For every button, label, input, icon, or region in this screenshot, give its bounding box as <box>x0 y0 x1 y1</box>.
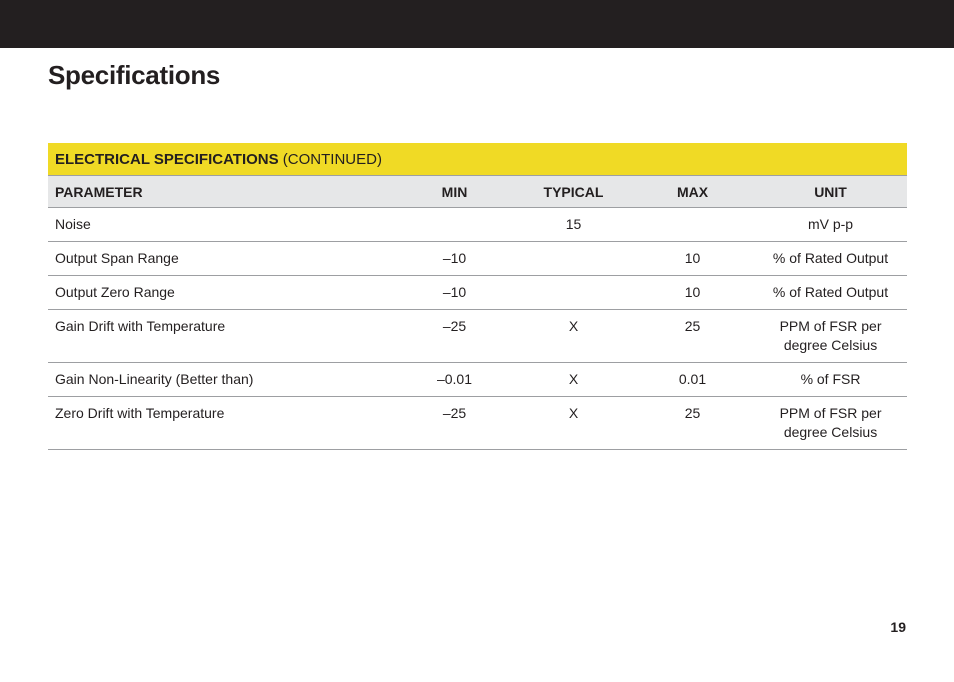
unit-line-1: PPM of FSR per <box>779 318 882 334</box>
table-row <box>48 242 907 276</box>
cell-typical: X <box>516 397 631 450</box>
table-row <box>48 276 907 310</box>
cell-unit <box>754 242 907 276</box>
cell-typical <box>516 242 631 276</box>
section-title-main: ELECTRICAL SPECIFICATIONS <box>55 150 279 168</box>
cell-min <box>393 208 516 242</box>
section-header-row <box>48 143 907 176</box>
unit-line-1: % of Rated Output <box>772 284 889 300</box>
cell-unit <box>754 310 907 363</box>
unit-line-1: PPM of FSR per <box>779 405 882 421</box>
cell-max: 0.01 <box>631 363 754 397</box>
unit-line-2: degree Celsius <box>783 337 878 353</box>
cell-max: 25 <box>631 310 754 363</box>
column-header-row <box>48 176 907 208</box>
cell-typical: 15 <box>516 208 631 242</box>
column-header-unit: UNIT <box>754 176 907 208</box>
column-header-typical: TYPICAL <box>516 176 631 208</box>
cell-max: 10 <box>631 242 754 276</box>
unit-line-1: % of Rated Output <box>772 250 889 266</box>
unit-line-1: % of FSR <box>800 371 861 387</box>
table-row <box>48 208 907 242</box>
cell-min: –25 <box>393 397 516 450</box>
cell-max: 10 <box>631 276 754 310</box>
unit-line-1: mV p-p <box>807 216 854 232</box>
table-row <box>48 310 907 363</box>
unit-line-2: degree Celsius <box>783 424 878 440</box>
cell-min: –10 <box>393 242 516 276</box>
cell-parameter: Gain Drift with Temperature <box>48 310 393 363</box>
electrical-specifications-table <box>48 143 907 450</box>
top-header-bar <box>0 0 954 48</box>
cell-parameter: Gain Non-Linearity (Better than) <box>48 363 393 397</box>
cell-parameter: Noise <box>48 208 393 242</box>
cell-typical: X <box>516 310 631 363</box>
cell-parameter: Zero Drift with Temperature <box>48 397 393 450</box>
column-header-parameter: PARAMETER <box>48 176 393 208</box>
page-title: Specifications <box>48 60 221 90</box>
column-header-min: MIN <box>393 176 516 208</box>
section-title <box>48 143 907 176</box>
cell-typical <box>516 276 631 310</box>
cell-max <box>631 208 754 242</box>
cell-typical: X <box>516 363 631 397</box>
table-row <box>48 363 907 397</box>
cell-unit <box>754 363 907 397</box>
table-row <box>48 397 907 450</box>
cell-unit <box>754 208 907 242</box>
cell-parameter: Output Zero Range <box>48 276 393 310</box>
cell-min: –10 <box>393 276 516 310</box>
cell-min: –25 <box>393 310 516 363</box>
cell-unit <box>754 397 907 450</box>
page-number: 19 <box>890 619 906 635</box>
cell-unit <box>754 276 907 310</box>
cell-max: 25 <box>631 397 754 450</box>
section-title-suffix: (CONTINUED) <box>278 150 382 168</box>
cell-min: –0.01 <box>393 363 516 397</box>
column-header-max: MAX <box>631 176 754 208</box>
cell-parameter: Output Span Range <box>48 242 393 276</box>
